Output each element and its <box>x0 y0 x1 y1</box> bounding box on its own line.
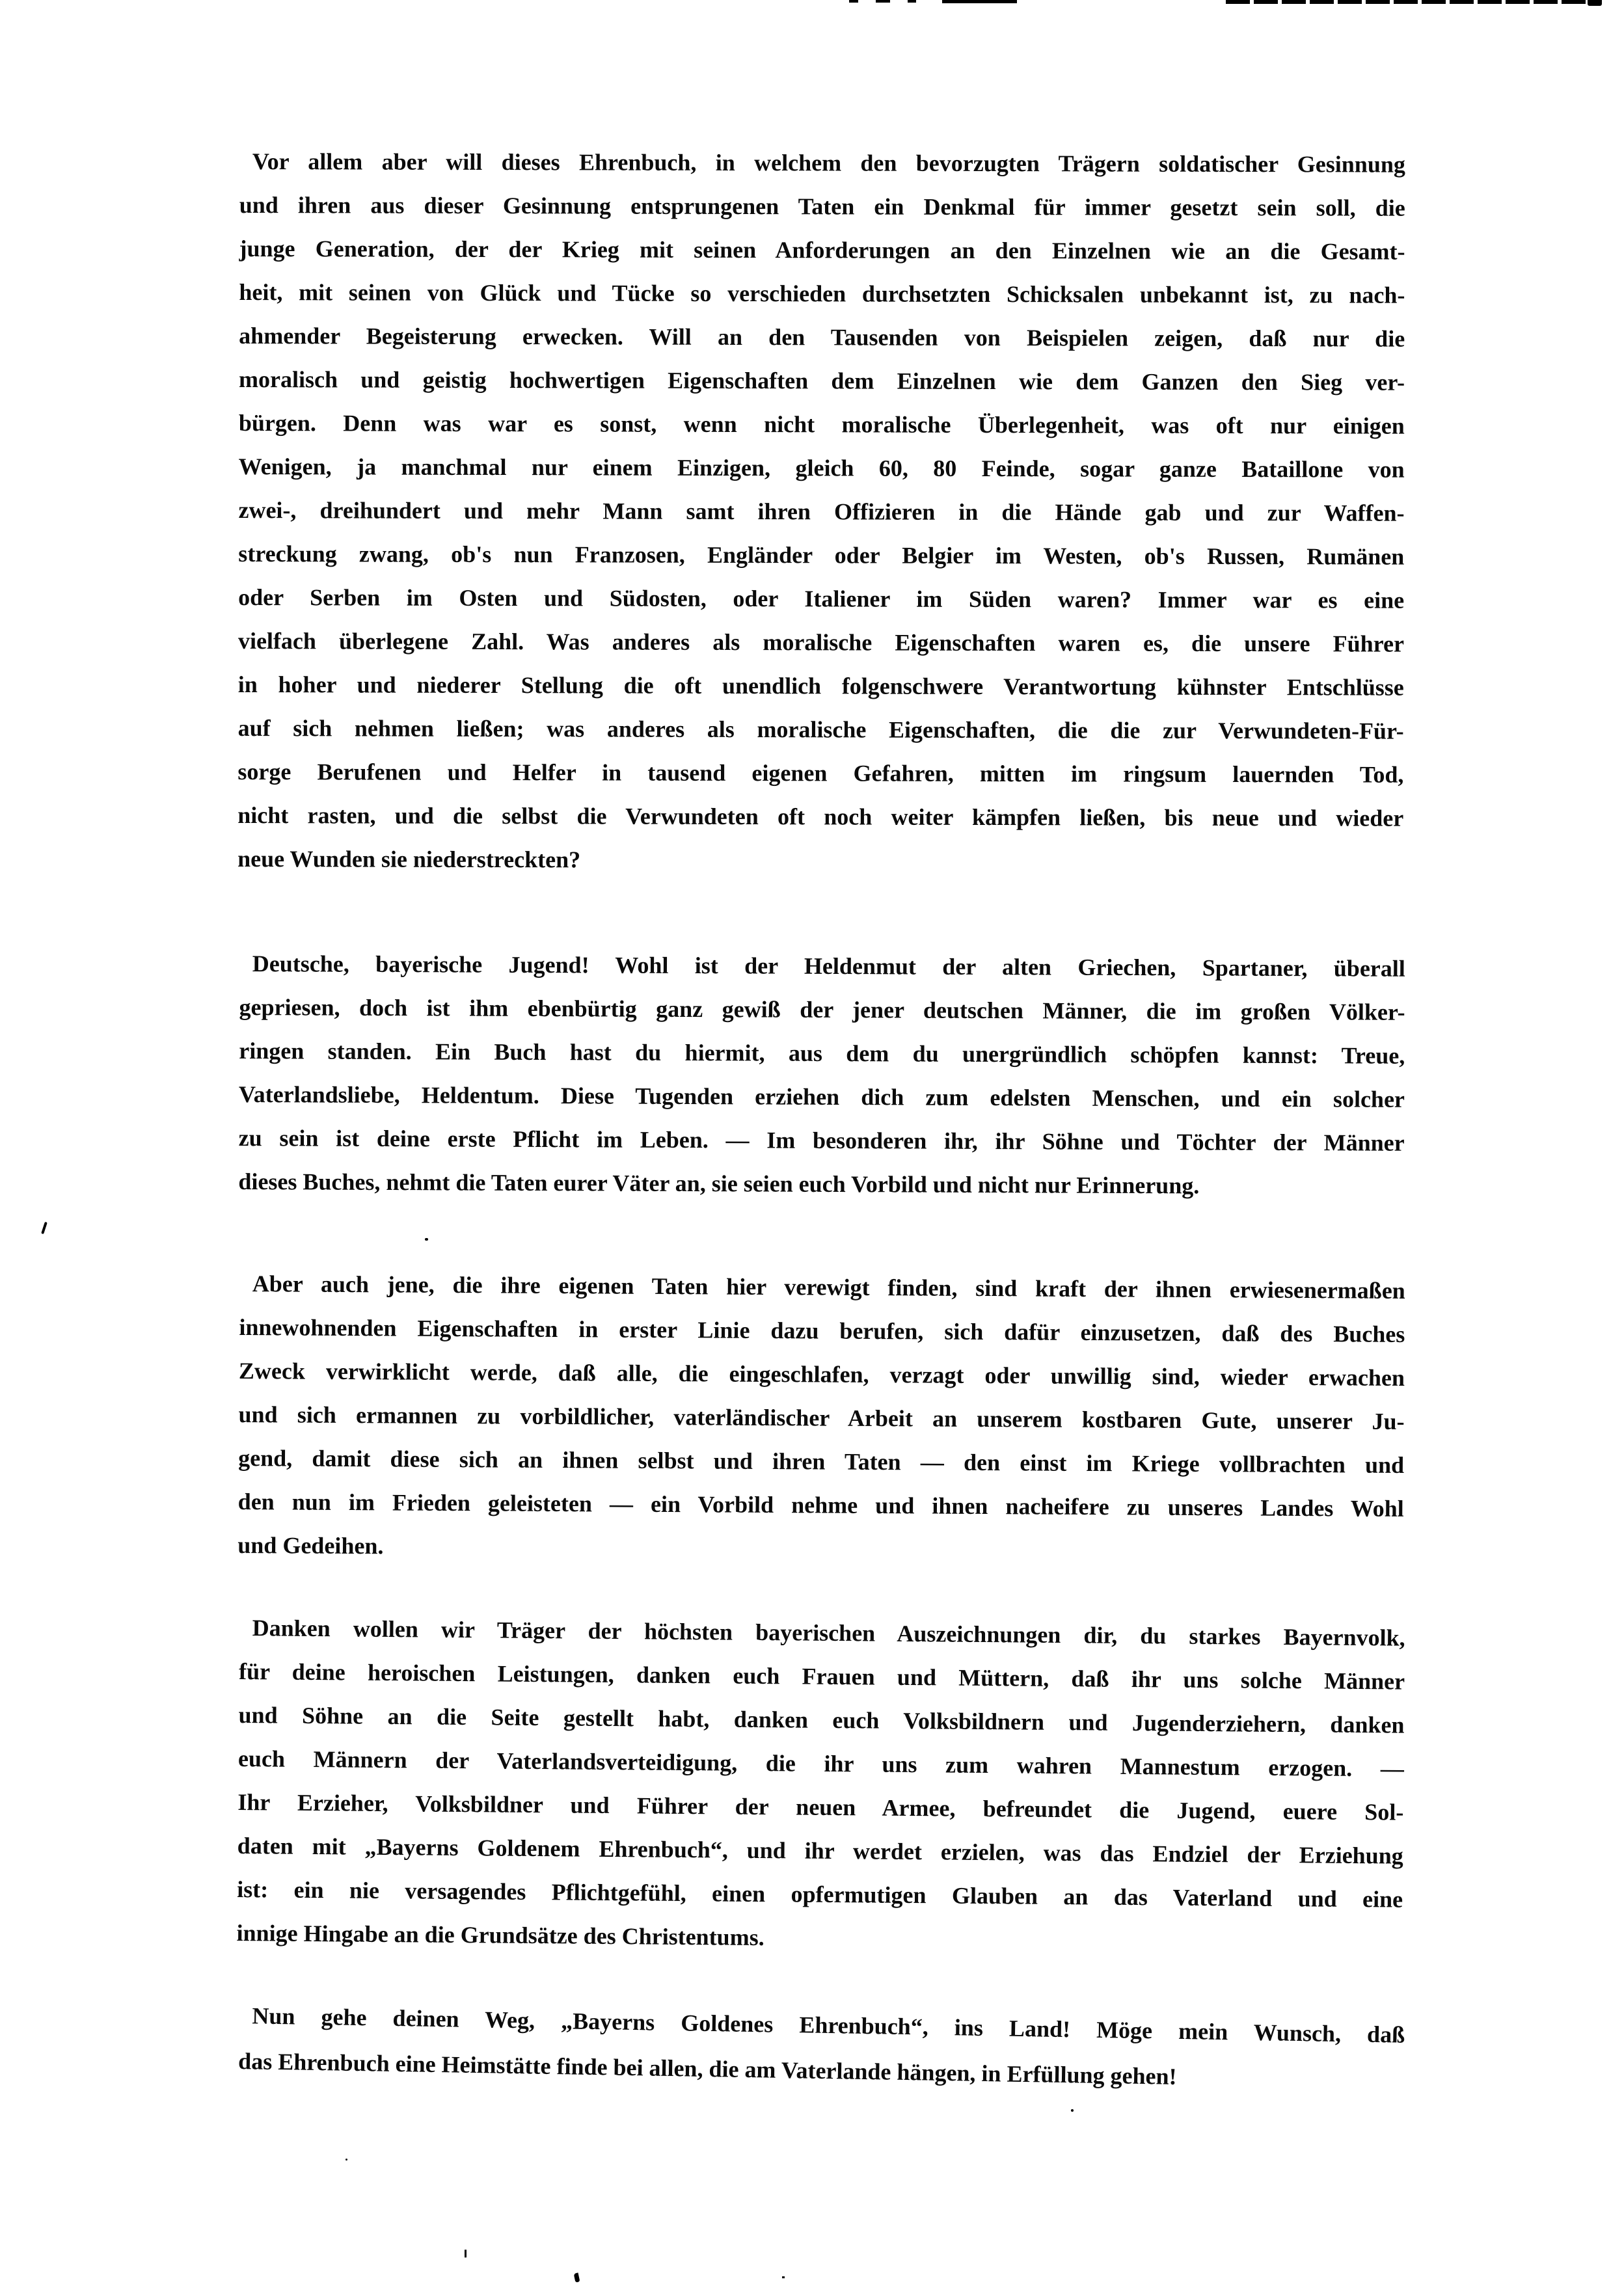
scan-speck <box>465 2250 467 2257</box>
text-line: euch Männern der Vaterlandsverteidigung, die ihr uns zum wahren Mannestum erzogen. — <box>237 1745 1405 1782</box>
scan-speck <box>1071 2109 1074 2112</box>
scan-speck <box>574 2272 580 2282</box>
text-line: nicht rasten, und die selbst die Verwundeten oft noch weiter kämpfen ließen, bis neue und wieder <box>237 801 1404 831</box>
text-line: gepriesen, doch ist ihm ebenbürtig ganz gewiß der jener deutschen Männer, die im großen Völker- <box>239 993 1405 1025</box>
text-line: vielfach überlegene Zahl. Was anderes als moralische Eigenschaften waren es, die unsere Führer <box>237 627 1405 657</box>
scan-artifact-top-broken-line <box>1226 0 1588 4</box>
scan-artifact-top-dash <box>942 0 1017 3</box>
text-line: für deine heroischen Leistungen, danken euch Frauen und Müttern, daß ihr uns solche Männer <box>238 1658 1405 1695</box>
text-line: innewohnenden Eigenschaften in erster Linie dazu berufen, sich dafür einzusetzen, daß des Buches <box>239 1313 1405 1347</box>
paragraph-4 <box>236 1606 1405 1965</box>
text-line: und sich ermannen zu vorbildlicher, vaterländischer Arbeit an unserem kostbaren Gute, unserer Ju- <box>238 1401 1405 1435</box>
text-line: sorge Berufenen und Helfer in tausend eigenen Gefahren, mitten im ringsum lauernden Tod, <box>237 758 1404 788</box>
text-line: und Söhne an die Seite gestellt habt, danken euch Volksbildnern und Jugenderziehern, danken <box>238 1701 1405 1738</box>
text-line: Nun gehe deinen Weg, „Bayerns Goldenes Ehrenbuch“, ins Land! Möge mein Wunsch, daß <box>252 2002 1405 2048</box>
text-line: ist: ein nie versagendes Pflichtgefühl, einen opfermutigen Glauben an das Vaterland und eine <box>237 1876 1403 1913</box>
text-line: ahmender Begeisterung erwecken. Will an den Tausenden von Beispielen zeigen, daß nur die <box>239 322 1405 352</box>
text-line: streckung zwang, ob's nun Franzosen, Engländer oder Belgier im Westen, ob's Russen, Rumänen <box>238 540 1405 570</box>
text-line: ringen standen. Ein Buch hast du hiermit, aus dem du unergründlich schöpfen kannst: Treue, <box>239 1037 1405 1069</box>
text-line: Danken wollen wir Träger der höchsten bayerischen Auszeichnungen dir, du starkes Bayernvolk, <box>252 1615 1405 1651</box>
text-line: heit, mit seinen von Glück und Tücke so verschieden durchsetzten Schicksalen unbekannt ist, zu nach- <box>239 278 1405 308</box>
text-line: Aber auch jene, die ihre eigenen Taten hier verewigt finden, sind kraft der ihnen erwiesenermaßen <box>252 1271 1405 1304</box>
scan-speck <box>345 2159 347 2161</box>
text-line: bürgen. Denn was war es sonst, wenn nicht moralische Überlegenheit, was oft nur einigen <box>238 409 1405 439</box>
scan-artifact-top-dash <box>849 0 858 3</box>
text-line: Vaterlandsliebe, Heldentum. Diese Tugenden erziehen dich zum edelsten Menschen, und ein solcher <box>238 1081 1405 1112</box>
text-line: gend, damit diese sich an ihnen selbst und ihren Taten — den einst im Kriege vollbrachten und <box>238 1444 1405 1478</box>
scan-artifact-top-dash <box>908 0 916 3</box>
paragraph-2 <box>238 942 1405 1209</box>
text-line: das Ehrenbuch eine Heimstätte finde bei allen, die am Vaterlande hängen, in Erfüllung gehen! <box>237 2047 1177 2090</box>
text-line: und ihren aus dieser Gesinnung entsprungenen Taten ein Denkmal für immer gesetzt sein soll, die <box>239 191 1405 221</box>
text-line: zu sein ist deine erste Pflicht im Leben. — Im besonderen ihr, ihr Söhne und Töchter der Männer <box>238 1124 1405 1156</box>
scan-speck <box>425 1238 428 1241</box>
paragraph-3 <box>237 1262 1405 1574</box>
text-line: den nun im Frieden geleisteten — ein Vorbild nehme und ihnen nacheifere zu unseres Landes Wohl <box>237 1488 1404 1522</box>
text-line: Zweck verwirklicht werde, daß alle, die eingeschlafen, verzagt oder unwillig sind, wieder erwachen <box>238 1357 1405 1391</box>
scan-artifact-top-dash <box>876 0 890 3</box>
scan-artifact-margin-tick <box>41 1222 47 1234</box>
text-line: junge Generation, der der Krieg mit seinen Anforderungen an den Einzelnen wie an die Gesamt- <box>239 235 1405 265</box>
paragraph-1 <box>237 140 1405 884</box>
scan-speck <box>782 2276 785 2278</box>
text-line: innige Hingabe an die Grundsätze des Christentums. <box>236 1919 765 1951</box>
text-line: und Gedeihen. <box>237 1531 384 1559</box>
text-line: auf sich nehmen ließen; was anderes als moralische Eigenschaften, die die zur Verwundeten-Für- <box>237 714 1404 744</box>
text-line: Deutsche, bayerische Jugend! Wohl ist der Heldenmut der alten Griechen, Spartaner, überall <box>252 950 1405 982</box>
text-line: Wenigen, ja manchmal nur einem Einzigen, gleich 60, 80 Feinde, sogar ganze Bataillone von <box>238 453 1405 483</box>
text-line: zwei-, dreihundert und mehr Mann samt ihren Offizieren in die Hände gab und zur Waffen- <box>238 496 1405 526</box>
text-line: dieses Buches, nehmt die Taten eurer Väter an, sie seien euch Vorbild und nicht nur Erinnerung. <box>238 1168 1200 1199</box>
text-line: oder Serben im Osten und Südosten, oder Italiener im Süden waren? Immer war es eine <box>238 584 1405 613</box>
text-line: neue Wunden sie niederstreckten? <box>237 845 581 873</box>
text-line: moralisch und geistig hochwertigen Eigenschaften dem Einzelnen wie dem Ganzen den Sieg ver- <box>238 366 1405 396</box>
text-line: Vor allem aber will dieses Ehrenbuch, in welchem den bevorzugten Trägern soldatischer Gesinnung <box>252 148 1405 178</box>
text-line: Ihr Erzieher, Volksbildner und Führer der neuen Armee, befreundet die Jugend, euere Sol- <box>237 1788 1404 1825</box>
scan-artifact-top-blob <box>1588 0 1602 6</box>
paragraph-5 <box>238 1993 1405 2103</box>
text-line: daten mit „Bayerns Goldenem Ehrenbuch“, und ihr werdet erzielen, was das Endziel der Erziehung <box>237 1832 1403 1869</box>
text-line: in hoher und niederer Stellung die oft unendlich folgenschwere Verantwortung kühnster Entschlüsse <box>237 671 1404 701</box>
